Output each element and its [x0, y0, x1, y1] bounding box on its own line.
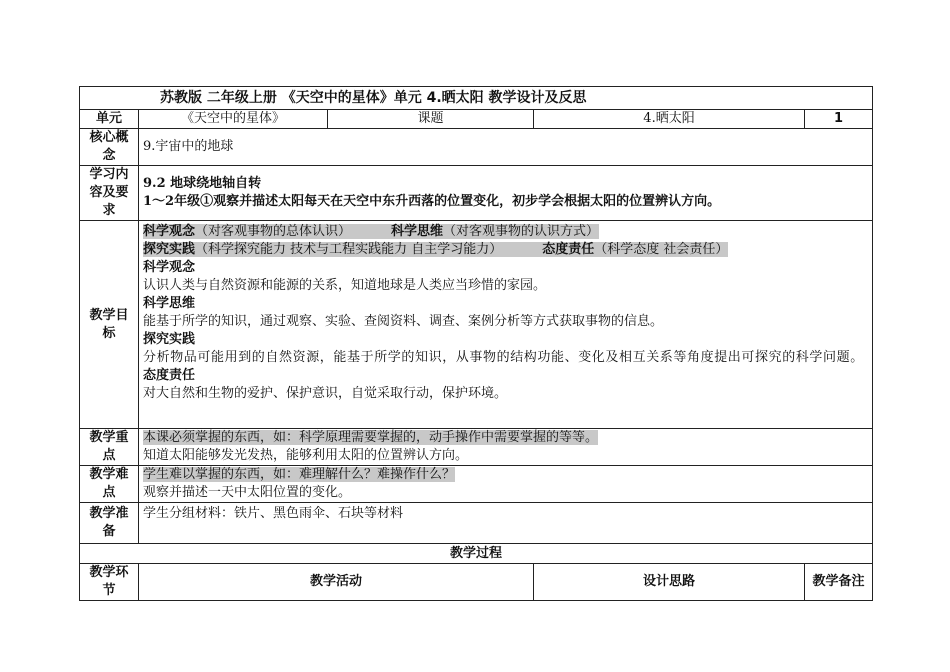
- hl-inquiry-practice-desc: （科学探究能力 技术与工程实践能力 自主学习能力）: [195, 242, 503, 257]
- objective-heading-thinking: 科学思维: [143, 296, 196, 311]
- process-col-notes: 教学备注: [805, 564, 873, 601]
- objectives-cell: [139, 221, 873, 429]
- core-concept-value: 9.宇宙中的地球: [139, 129, 873, 166]
- unit-label: 单元: [80, 110, 139, 129]
- topic-value: 4.晒太阳: [534, 110, 805, 129]
- objective-text-thinking: 能基于所学的知识，通过观察、实验、查阅资料、调查、案例分析等方式获取事物的信息。: [143, 314, 664, 329]
- objectives-highlight-line2: [143, 241, 868, 259]
- period-value: 1: [833, 111, 844, 126]
- hl-science-concept-desc: （对客观事物的总体认识）: [195, 224, 352, 239]
- key-points-label: 教学重点: [80, 429, 139, 466]
- period-value-cell: [805, 110, 873, 129]
- hl-inquiry-practice: 探究实践: [143, 242, 196, 257]
- objective-text-practice: 分析物品可能用到的自然资源，能基于所学的知识，从事物的结构功能、变化及相互关系等角度提出可探究的科学问题。: [143, 350, 864, 365]
- process-columns-row: [80, 564, 873, 601]
- learning-content-line2: 1～2年级①观察并描述太阳每天在天空中东升西落的位置变化，初步学会根据太阳的位置辨认方向。: [143, 194, 721, 209]
- preparation-label: 教学准备: [80, 503, 139, 544]
- unit-value: 《天空中的星体》: [139, 110, 328, 129]
- objective-heading-concept: 科学观念: [143, 260, 196, 275]
- key-points-hint: 本课必须掌握的东西，如：科学原理需要掌握的，动手操作中需要掌握的等等。: [143, 430, 599, 445]
- info-row: [80, 110, 873, 129]
- objective-heading-attitude: 态度责任: [143, 368, 196, 383]
- objective-text-concept: 认识人类与自然资源和能源的关系，知道地球是人类应当珍惜的家园。: [143, 278, 547, 293]
- difficulties-hint: 学生难以掌握的东西，如：难理解什么？难操作什么？: [143, 467, 456, 482]
- hl-attitude: 态度责任: [542, 242, 595, 257]
- preparation-value: 学生分组材料：铁片、黑色雨伞、石块等材料: [139, 503, 873, 544]
- objective-heading-practice: 探究实践: [143, 332, 196, 347]
- objectives-label: 教学目标: [80, 221, 139, 429]
- objective-text-attitude: 对大自然和生物的爱护、保护意识，自觉采取行动，保护环境。: [143, 386, 508, 401]
- hl-science-concept: 科学观念: [143, 224, 196, 239]
- process-col-activity: 教学活动: [139, 564, 534, 601]
- objectives-highlight-line1: [143, 223, 868, 241]
- difficulties-label: 教学难点: [80, 466, 139, 503]
- process-header: 教学过程: [80, 544, 873, 564]
- lesson-plan-document: [79, 86, 872, 601]
- process-col-stage: 教学环节: [80, 564, 139, 601]
- learning-content-cell: [139, 166, 873, 221]
- topic-label: 课题: [328, 110, 534, 129]
- key-points-cell: [139, 429, 873, 466]
- learning-content-line1: 9.2 地球绕地轴自转: [143, 176, 262, 191]
- learning-content-label: 学习内容及要求: [80, 166, 139, 221]
- document-title: 苏教版 二年级上册 《天空中的星体》单元 4.晒太阳 教学设计及反思: [80, 87, 873, 110]
- difficulties-cell: [139, 466, 873, 503]
- key-points-value: 知道太阳能够发光发热，能够利用太阳的位置辨认方向。: [143, 448, 469, 463]
- hl-attitude-desc: （科学态度 社会责任）: [594, 242, 729, 257]
- lesson-plan-table: [79, 86, 873, 601]
- process-col-design: 设计思路: [534, 564, 805, 601]
- core-concept-label: 核心概念: [80, 129, 139, 166]
- hl-science-thinking: 科学思维: [391, 224, 444, 239]
- difficulties-value: 观察并描述一天中太阳位置的变化。: [143, 485, 352, 500]
- hl-science-thinking-desc: （对客观事物的认识方式）: [443, 224, 600, 239]
